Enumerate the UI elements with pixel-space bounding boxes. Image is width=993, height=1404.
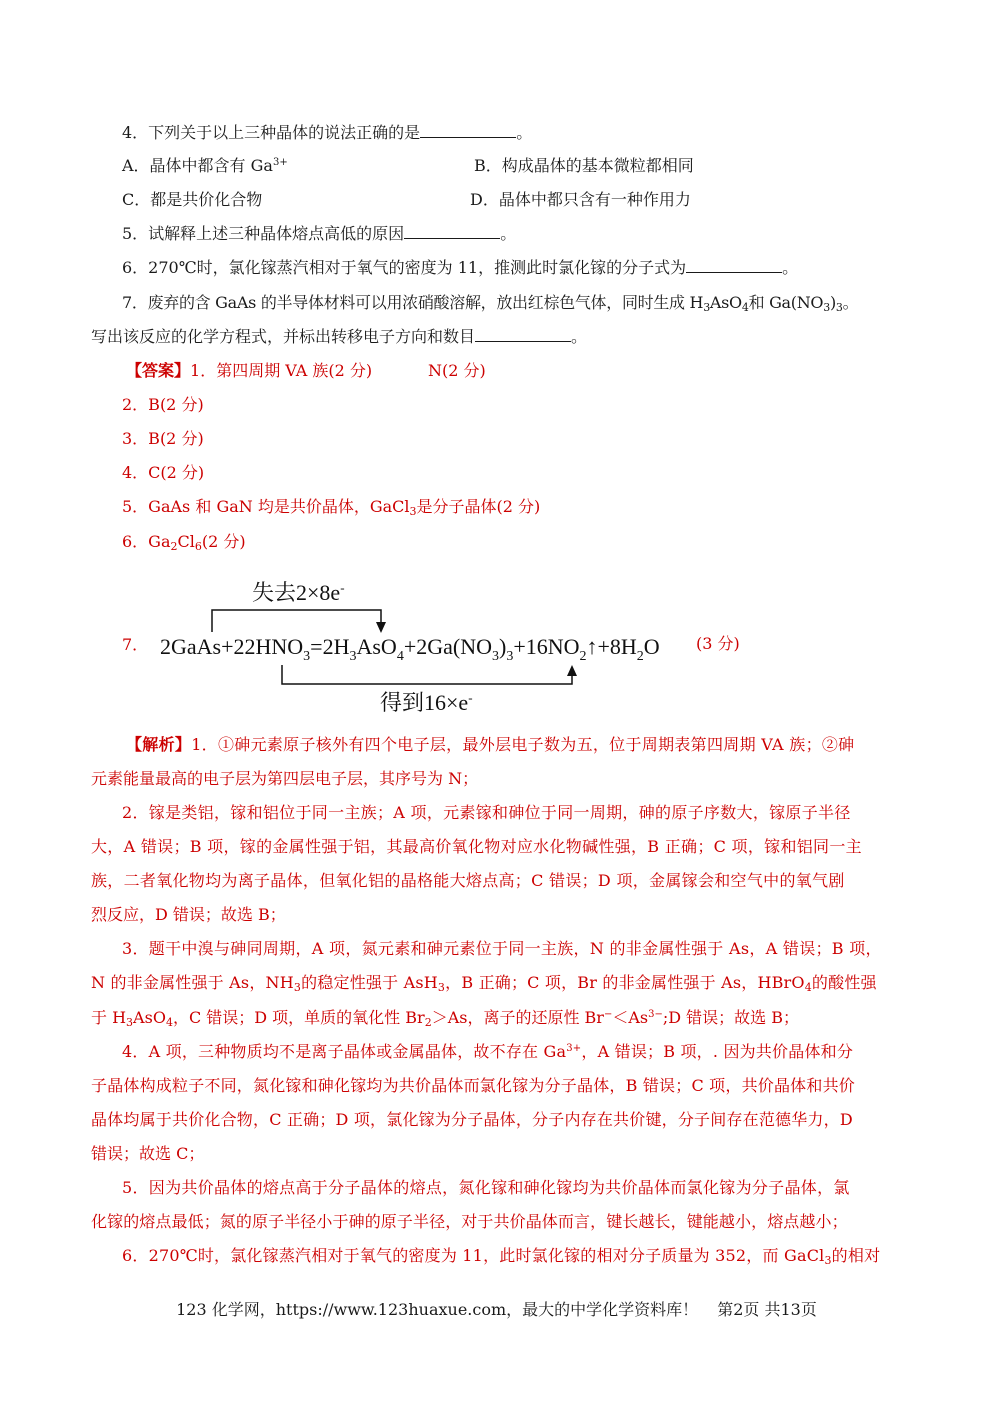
option-d: D．晶体中都只含有一种作用力: [470, 190, 691, 209]
chemical-equation: $2GaAs+22HNO_3=2H_3AsO_4+2Ga(NO_3)_3+16NO_2↑+8H_2O$: [160, 634, 660, 664]
analysis-2-line3: 族，二者氧化物均为离子晶体，但氧化铝的晶格能大熔点高；C 错误；D 项，金属镓会和空气中的氧气剧: [91, 871, 845, 890]
analysis-4-line1: 4．A 项，三种物质均不是离子晶体或金属晶体，故不存在 $Ga^{3+}$，A 错误；B 项，. 因为共价晶体和分: [122, 1042, 854, 1061]
analysis-4-line2: 子晶体构成粒子不同，氮化镓和砷化镓均为共价晶体而氯化镓为分子晶体，B 错误；C 项，共价晶体和共价: [91, 1076, 855, 1095]
question-7-line2: 写出该反应的化学方程式，并标出转移电子方向和数目 。: [91, 327, 588, 346]
question-4: 4．下列关于以上三种晶体的说法正确的是 。: [122, 123, 533, 142]
answer-1-n: N(2 分): [428, 361, 486, 380]
question-7: 7．废弃的含 GaAs 的半导体材料可以用浓硝酸溶解，放出红棕色气体，同时生成 $H_3AsO_4$和 $Ga(NO_3)_3$。: [122, 293, 859, 314]
lose-electron-line: [212, 610, 381, 632]
analysis-4-line4: 错误；故选 C；: [91, 1144, 205, 1163]
analysis-2-line4: 烈反应，D 错误；故选 B；: [91, 905, 286, 924]
analysis-3-line3: 于 $H_3AsO_4$，C 错误；D 项，单质的氧化性 $Br_2>As$，离子的还原性 $Br^-<As^{3-};D$ 错误；故选 B；: [91, 1008, 800, 1029]
analysis-5-line2: 化镓的熔点最低；氮的原子半径小于砷的原子半径，对于共价晶体而言，键长越长，键能越小，熔点越小；: [91, 1212, 848, 1231]
gain-electron-arrowhead: [567, 665, 577, 676]
analysis-2-line2: 大，A 错误；B 项，镓的金属性强于铝，其最高价氧化物对应水化物碱性强，B 正确；C 项，镓和铝同一主: [91, 837, 862, 856]
option-a: A．晶体中都含有 $Ga^{3+}$: [122, 156, 288, 175]
option-c: C．都是共价化合物: [122, 190, 263, 209]
option-b: B．构成晶体的基本微粒都相同: [474, 156, 694, 175]
analysis-3-line1: 3．题干中溴与砷同周期，A 项，氮元素和砷元素位于同一主族，N 的非金属性强于 As，A 错误；B 项，: [122, 939, 882, 958]
answer-blank: [686, 257, 782, 273]
page-footer: [0, 1299, 993, 1321]
analysis-1-line2: 元素能量最高的电子层为第四层电子层，其序号为 N；: [91, 769, 479, 788]
gain-electron-label: 得到16×e-: [380, 690, 473, 715]
analysis-5-line1: 5．因为共价晶体的熔点高于分子晶体的熔点，氮化镓和砷化镓均为共价晶体而氯化镓为分子晶体，氯: [122, 1178, 850, 1197]
answer-blank: [475, 326, 571, 342]
lose-electron-label: 失去2×8e-: [252, 580, 345, 605]
question-6: 6．270℃时，氯化镓蒸汽相对于氧气的密度为 11，推测此时氯化镓的分子式为 。: [122, 258, 799, 277]
answer-5: 5．GaAs 和 GaN 均是共价晶体，GaCl$_3$是分子晶体(2 分): [122, 497, 541, 518]
analysis-3-line2: N 的非金属性强于 As，$NH_3$的稳定性强于 AsH$_3$，B 正确；C 项，Br 的非金属性强于 As，HBrO$_4$的酸性强: [91, 973, 877, 994]
answer-tag: 【答案】: [126, 361, 191, 380]
footer-page-number: 第2页 共13页: [717, 1300, 817, 1319]
answer-3: 3．B(2 分): [122, 429, 204, 448]
answer-7-score: (3 分): [696, 634, 740, 653]
analysis-4-line3: 晶体均属于共价化合物，C 正确；D 项，氯化镓为分子晶体，分子内存在共价键，分子间存在范德华力，D: [91, 1110, 853, 1129]
answer-2: 2．B(2 分): [122, 395, 204, 414]
lose-electron-arrowhead: [376, 622, 386, 633]
question-5: 5．试解释上述三种晶体熔点高低的原因 。: [122, 224, 517, 243]
answer-blank: [404, 223, 500, 239]
footer-site-text: 123 化学网，https://www.123huaxue.com，最大的中学化学资料库！: [176, 1300, 699, 1319]
gain-electron-line: [282, 665, 572, 684]
analysis-1-line1: 【解析】1．①砷元素原子核外有四个电子层，最外层电子数为五，位于周期表第四周期 VA 族；②砷: [126, 735, 855, 754]
answer-7-number: 7．: [122, 635, 149, 654]
analysis-2-line1: 2．镓是类铝，镓和铝位于同一主族；A 项，元素镓和砷位于同一周期，砷的原子序数大，镓原子半径: [122, 803, 851, 822]
analysis-6-line1: 6．270℃时，氯化镓蒸汽相对于氧气的密度为 11，此时氯化镓的相对分子质量为 352，而 GaCl$_3$的相对: [122, 1246, 881, 1267]
answer-6: 6．$Ga_2Cl_6(2$ 分): [122, 532, 246, 553]
answer-blank: [420, 122, 516, 138]
answer-4: 4．C(2 分): [122, 463, 205, 482]
analysis-tag: 【解析】: [126, 735, 192, 754]
answer-1: 【答案】1．第四周期 VA 族(2 分): [126, 361, 373, 380]
